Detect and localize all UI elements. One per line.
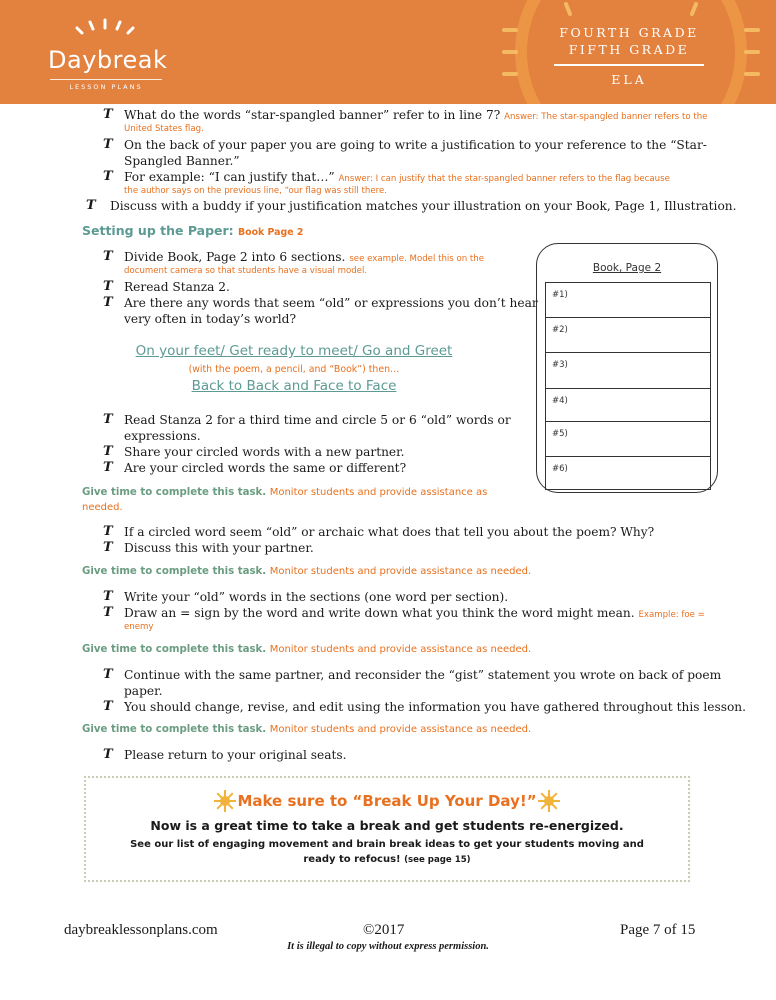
instruction-share-words: Share your circled words with a new partner.: [124, 445, 405, 459]
give-time-note: [82, 566, 531, 577]
instruction-justification: On the back of your paper you are going to write a justification to your reference to the “Star-: [124, 138, 707, 152]
instruction-text: Draw an = sign by the word and write down what you think the word might mean.: [124, 606, 635, 620]
book-section-6: #6): [545, 456, 711, 490]
page-header: [0, 0, 776, 104]
give-time-note: [82, 644, 531, 655]
question-text: What do the words “star-spangled banner” refer to in line 7?: [124, 108, 501, 122]
teacher-marker: T: [103, 460, 113, 475]
instruction-circle-words-cont: expressions.: [124, 429, 201, 443]
give-time-label: Give time to complete this task.: [82, 566, 267, 577]
teacher-marker: T: [103, 699, 113, 714]
instruction-discuss-buddy: Discuss with a buddy if your justification matches your illustration on your Book, Page 1, Illustration.: [110, 199, 737, 213]
book-section-5: #5): [545, 421, 711, 457]
heading-text: Setting up the Paper:: [82, 223, 234, 238]
note-text-cont: document camera so that students have a visual model.: [124, 266, 368, 276]
teacher-marker: T: [103, 279, 113, 294]
give-time-note-text: Monitor students and provide assistance as needed.: [269, 724, 532, 735]
teacher-marker: T: [103, 169, 113, 184]
instruction-reconsider-gist: Continue with the same partner, and reconsider the “gist” statement you wrote on back of poem: [124, 668, 722, 682]
instruction-justification-cont: Spangled Banner.”: [124, 154, 240, 168]
answer-text: Answer: I can justify that the star-spangled banner refers to the flag because: [338, 174, 670, 184]
instruction-reread: Reread Stanza 2.: [124, 280, 230, 294]
section-heading-setup: [82, 223, 303, 238]
teacher-marker: T: [103, 589, 113, 604]
give-time-note-text: Monitor students and provide assistance as needed.: [269, 644, 532, 655]
instruction-revise: You should change, revise, and edit using the information you have gathered throughout this lesson.: [124, 700, 747, 714]
break-line-2: See our list of engaging movement and brain break ideas to get your students moving and: [130, 839, 644, 850]
give-time-label: Give time to complete this task.: [82, 487, 267, 498]
instruction-circle-words: Read Stanza 2 for a third time and circle 5 or 6 “old” words or: [124, 413, 511, 427]
activity-title: On your feet/ Get ready to meet/ Go and Greet: [135, 343, 453, 359]
footer-website: daybreaklessonplans.com: [64, 922, 218, 938]
answer-text-cont: United States flag.: [124, 124, 204, 134]
grade-badge: [554, 24, 704, 87]
instruction-compare-words: Are your circled words the same or different?: [124, 461, 407, 475]
brand-logo: [40, 22, 170, 92]
teacher-marker: T: [103, 444, 113, 459]
instruction-text: Divide Book, Page 2 into 6 sections.: [124, 250, 346, 264]
activity-title-2: Back to Back and Face to Face: [191, 378, 397, 394]
give-time-note-text: Monitor students and provide assistance as needed.: [269, 566, 532, 577]
footer-copyright: ©2017: [363, 922, 405, 938]
give-time-note-text: Monitor students and provide assistance as: [269, 487, 488, 498]
instruction-archaic: If a circled word seem “old” or archaic what does that tell you about the poem? Why?: [124, 525, 655, 539]
give-time-note: [82, 724, 531, 735]
book-section-1: #1): [545, 282, 711, 318]
subject-label: ELA: [611, 72, 647, 87]
example-text: Example: foe =: [638, 610, 705, 620]
note-text: see example. Model this on the: [349, 254, 485, 264]
book-section-3: #3): [545, 352, 711, 389]
give-time-label: Give time to complete this task.: [82, 724, 267, 735]
grade-divider: [554, 64, 704, 66]
grade-fourth: FOURTH GRADE: [559, 25, 699, 40]
instruction-draw-sign: [124, 605, 705, 623]
book-section-4: #4): [545, 388, 711, 422]
teacher-marker: T: [103, 605, 113, 620]
example-text-cont: enemy: [124, 622, 154, 632]
sun-icon: [538, 790, 560, 812]
break-line-1: Now is a great time to take a break and get students re-energized.: [150, 818, 624, 833]
brand-divider: [50, 79, 162, 80]
brand-subtitle: LESSON PLANS: [69, 83, 143, 91]
brand-name: Daybreak: [48, 46, 168, 74]
instruction-old-words: Are there any words that seem “old” or expressions you don’t hear: [124, 296, 538, 310]
give-time-label: Give time to complete this task.: [82, 644, 267, 655]
give-time-note-cont: needed.: [82, 502, 123, 513]
book-diagram-title: Book, Page 2: [592, 262, 662, 274]
instruction-discuss-partner: Discuss this with your partner.: [124, 541, 314, 555]
teacher-marker: T: [103, 137, 113, 152]
break-line-3-text: ready to refocus!: [303, 854, 401, 865]
break-page-ref: (see page 15): [404, 855, 471, 865]
teacher-marker: T: [103, 249, 113, 264]
teacher-marker: T: [103, 524, 113, 539]
instruction-old-words-cont: very often in today’s world?: [124, 312, 297, 326]
answer-text: Answer: The star-spangled banner refers to the: [504, 112, 708, 122]
give-time-note: [82, 487, 487, 498]
teacher-marker: T: [103, 295, 113, 310]
break-line-3: [86, 854, 688, 865]
question-star-spangled: [124, 107, 707, 125]
book-page-diagram: [536, 243, 718, 493]
instruction-return-seats: Please return to your original seats.: [124, 748, 347, 762]
heading-sub: Book Page 2: [238, 227, 304, 238]
break-callout: [84, 776, 690, 882]
book-section-2: #2): [545, 317, 711, 353]
footer-legal-notice: It is illegal to copy without express permission.: [287, 941, 489, 952]
break-title: Make sure to “Break Up Your Day!”: [237, 792, 537, 810]
teacher-marker: T: [103, 412, 113, 427]
instruction-reconsider-gist-cont: paper.: [124, 684, 163, 698]
activity-subtitle: (with the poem, a pencil, and “Book”) then…: [188, 364, 400, 375]
example-text: For example: “I can justify that…”: [124, 170, 335, 184]
instruction-write-words: Write your “old” words in the sections (one word per section).: [124, 590, 509, 604]
teacher-marker: T: [103, 107, 113, 122]
grade-fifth: FIFTH GRADE: [568, 42, 690, 57]
teacher-marker: T: [103, 540, 113, 555]
answer-text-cont: the author says on the previous line, “our flag was still there.: [124, 186, 388, 196]
teacher-marker: T: [86, 198, 96, 213]
teacher-marker: T: [103, 747, 113, 762]
teacher-marker: T: [103, 667, 113, 682]
footer-page-number: Page 7 of 15: [620, 922, 696, 938]
